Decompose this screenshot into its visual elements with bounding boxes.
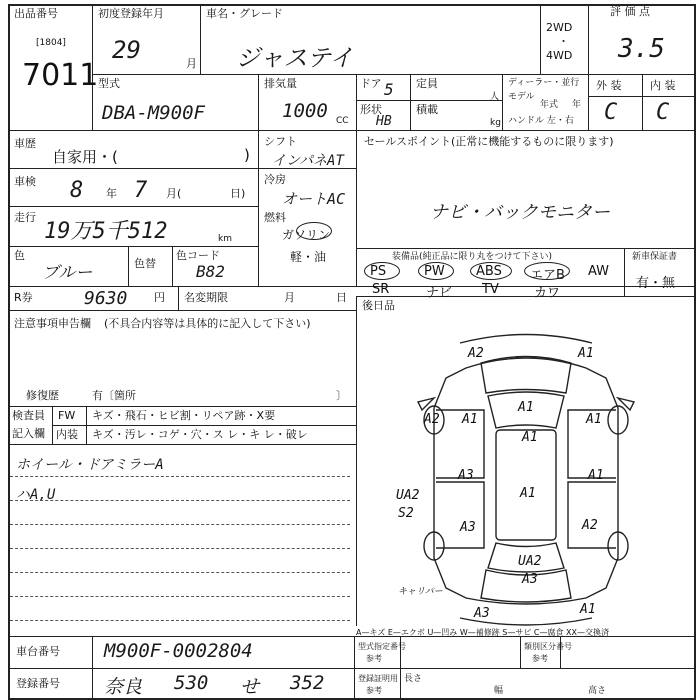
warranty-label: 新車保証書: [632, 252, 678, 262]
ac-value: オートAC: [282, 190, 346, 208]
doors-label: ドア: [360, 77, 382, 90]
warranty-value: 有・無: [636, 276, 676, 291]
damage-mark: A2: [468, 346, 484, 361]
damage-mark: A1: [578, 346, 594, 361]
name-change-label: 名変期限: [184, 291, 228, 304]
divider: [356, 100, 502, 101]
history-close: ): [244, 146, 250, 164]
fuel-label: 燃料: [264, 211, 286, 224]
reg-value-2: 530: [174, 672, 209, 694]
color-code-label: 色コード: [176, 249, 220, 262]
first-reg-label: 初度登録年月: [98, 7, 164, 20]
divider: [624, 248, 625, 296]
name-change-month: 月: [284, 291, 295, 304]
damage-mark: UA2: [396, 488, 420, 503]
lot-label: 出品番号: [14, 7, 58, 20]
equip-abs: ABS: [476, 264, 502, 279]
recycle-unit: 円: [154, 291, 165, 304]
history-value: 自家用・(: [52, 148, 118, 166]
model-label: 車名・グレード: [206, 7, 283, 20]
reg-value-1: 奈良: [104, 676, 143, 698]
exterior-label: 外 装: [596, 79, 622, 92]
caution-label: 注意事項申告欄: [14, 317, 91, 330]
width-label: 幅: [494, 686, 504, 696]
model-year-label2: 年式: [540, 100, 559, 110]
divider: [92, 636, 93, 700]
divider: [8, 668, 354, 669]
equip-sr: SR: [372, 282, 390, 297]
shape-label: 形状: [360, 103, 382, 116]
note-line: [10, 500, 350, 501]
divider: [356, 296, 696, 297]
chassis-label: 車台番号: [16, 645, 60, 658]
repair-close: 〕: [336, 389, 347, 402]
load-label: 積載: [416, 103, 438, 116]
sales-label: セールスポイント(正常に機能するものに限ります): [364, 135, 614, 148]
shape-value: HB: [376, 114, 392, 129]
doors-value: 5: [384, 80, 394, 99]
damage-mark: A1: [520, 486, 536, 501]
divider: [8, 406, 356, 407]
equip-aw: AW: [588, 264, 610, 279]
reg-value-4: 352: [290, 672, 325, 694]
divider: [520, 636, 521, 668]
color-label: 色: [14, 249, 25, 262]
damage-mark: A1: [462, 412, 478, 427]
divider: [258, 74, 259, 130]
interior-defect-label: 内装: [56, 428, 78, 441]
color-code-value: B82: [196, 262, 225, 281]
divider: [8, 636, 696, 637]
damage-mark: A1: [580, 602, 596, 617]
lot-number: 7011: [22, 58, 99, 93]
reg-label: 登録番号: [16, 677, 60, 690]
type-value: DBA-M900F: [102, 102, 205, 124]
drive-2wd: 2WD: [546, 21, 573, 34]
handle-label: ハンドル 左・右: [508, 116, 574, 126]
dealer-label: ディーラー・並行: [508, 78, 580, 88]
chassis-value: M900F-0002804: [104, 640, 253, 662]
handwritten-note-1: ホイール・ドアミラーA: [16, 457, 164, 473]
note-line: [10, 620, 350, 621]
inspection-label: 車検: [14, 175, 36, 188]
later-label: 後日品: [362, 299, 395, 312]
caution-hint: (不具合内容等は具体的に記入して下さい): [104, 317, 311, 330]
divider: [52, 425, 356, 426]
displacement-unit: CC: [336, 116, 349, 126]
fw-label: FW: [58, 409, 76, 422]
mileage-unit: km: [218, 234, 232, 244]
divider: [8, 286, 696, 287]
spec-label: 型式指定番号: [358, 642, 406, 651]
divider: [258, 206, 259, 286]
length-label: 長さ: [404, 674, 423, 684]
score-value: 3.5: [618, 34, 665, 64]
inspection-day-suffix: 日): [230, 187, 246, 200]
model-value: ジャステイ: [236, 44, 354, 72]
recycle-label: R券: [14, 291, 33, 304]
interior-label: 内 装: [650, 79, 676, 92]
capacity-label: 定員: [416, 77, 438, 90]
damage-mark: A3: [522, 572, 538, 587]
divider: [502, 74, 503, 130]
equip-leather: カワ: [534, 286, 561, 301]
interior-items: キズ・汚レ・コゲ・穴・ス レ・キ レ・破レ: [92, 428, 308, 441]
exterior-value: C: [604, 100, 618, 125]
equip-airbag: エアB: [530, 268, 565, 283]
color-change-label: 色替: [134, 257, 156, 270]
note-line: [10, 548, 350, 549]
shift-label: シフト: [264, 135, 297, 148]
divider: [200, 4, 201, 74]
equip-ps-circle: [364, 262, 400, 280]
divider: [354, 668, 696, 669]
note-line: [10, 596, 350, 597]
note-line: [10, 524, 350, 525]
divider: [410, 74, 411, 130]
drive-dot: ・: [558, 35, 569, 48]
divider: [92, 74, 696, 75]
inspection-year: 8: [70, 178, 84, 203]
repair-value: 有〔箇所: [92, 389, 136, 402]
inspector-label: 検査員: [12, 409, 45, 422]
damage-mark: A3: [474, 606, 490, 621]
damage-mark: キャリパー: [398, 587, 443, 597]
damage-mark: A3: [460, 520, 476, 535]
damage-mark: A1: [518, 400, 534, 415]
equip-abs-circle: [470, 262, 512, 280]
capacity-unit: 人: [490, 92, 500, 102]
spec-ref: 参考: [366, 654, 382, 663]
mileage-label: 走行: [14, 211, 36, 224]
score-label: 評 価 点: [610, 5, 650, 18]
color-value: ブルー: [42, 263, 93, 283]
divider: [128, 246, 129, 286]
divider: [8, 444, 356, 445]
damage-mark: A1: [588, 468, 604, 483]
divider: [86, 406, 87, 444]
class-ref: 参考: [532, 654, 548, 663]
divider: [8, 206, 258, 207]
load-unit: kg: [490, 118, 501, 128]
equip-tv: TV: [482, 282, 499, 297]
reg-value-3: せ: [240, 676, 260, 698]
fuel-light: 軽・油: [290, 250, 327, 264]
divider: [52, 406, 53, 444]
equip-navi: ナビ: [426, 286, 453, 301]
damage-mark: A2: [582, 518, 598, 533]
equip-pw: PW: [424, 264, 445, 279]
note-line: [10, 572, 350, 573]
divider: [172, 246, 173, 286]
inspection-month: 7: [134, 178, 148, 203]
fuel-gas-circle: [296, 222, 332, 240]
equip-airbag-circle: [524, 262, 570, 280]
first-reg-value: 29: [112, 36, 141, 64]
divider: [178, 286, 179, 310]
divider: [588, 4, 589, 130]
divider: [8, 310, 356, 311]
inspection-year-suffix: 年: [106, 187, 117, 200]
lot-small: [1804]: [36, 38, 66, 48]
cert-ref: 参考: [366, 686, 382, 695]
inspection-month-suffix: 月(: [166, 187, 182, 200]
damage-mark: A1: [586, 412, 602, 427]
handwritten-note-2: ハA,U: [16, 487, 56, 503]
damage-legend: A—キズ E—エクボ U—凹み W—補修跡 S—サビ C—腐食 XX—交換済: [356, 628, 610, 637]
class-label: 類別区分番号: [524, 642, 572, 651]
entry-label: 記入欄: [12, 427, 45, 440]
damage-mark: UA2: [518, 554, 542, 569]
shift-value: インパネAT: [272, 153, 344, 169]
divider: [8, 246, 258, 247]
divider: [642, 74, 643, 130]
sales-value: ナビ・バックモニター: [430, 202, 610, 223]
divider: [356, 130, 357, 286]
equip-pw-circle: [418, 262, 454, 280]
divider: [540, 4, 541, 74]
displacement-value: 1000: [282, 100, 328, 122]
damage-mark: S2: [398, 506, 414, 521]
equip-ps: PS: [370, 264, 387, 279]
note-line: [10, 476, 350, 477]
repair-label: 修復歴: [26, 389, 59, 402]
fw-items: キズ・飛石・ヒビ割・リペア跡・X要: [92, 409, 276, 422]
height-label: 高さ: [588, 686, 607, 696]
ac-label: 冷房: [264, 173, 286, 186]
damage-mark: A3: [458, 468, 474, 483]
drive-4wd: 4WD: [546, 49, 573, 62]
recycle-value: 9630: [84, 288, 128, 309]
history-label: 車歴: [14, 137, 36, 150]
cert-label: 登録証明用: [358, 674, 398, 683]
divider: [8, 130, 696, 131]
mileage-value: 19万5千512: [44, 219, 168, 244]
displacement-label: 排気量: [264, 77, 297, 90]
divider: [356, 248, 696, 249]
interior-value: C: [656, 100, 670, 125]
model-year-label1: モデル: [508, 92, 535, 102]
first-reg-month-suffix: 月: [186, 57, 197, 70]
fuel-gas: ガソリン: [282, 228, 331, 242]
equipment-label: 装備品(純正品に限り丸をつけて下さい): [392, 252, 553, 262]
divider: [356, 74, 357, 130]
model-year-suffix: 年: [572, 100, 582, 110]
damage-mark: A1: [522, 430, 538, 445]
name-change-day: 日: [336, 291, 347, 304]
divider: [560, 636, 561, 668]
type-label: 型式: [98, 77, 120, 90]
damage-mark: A2: [424, 412, 440, 427]
